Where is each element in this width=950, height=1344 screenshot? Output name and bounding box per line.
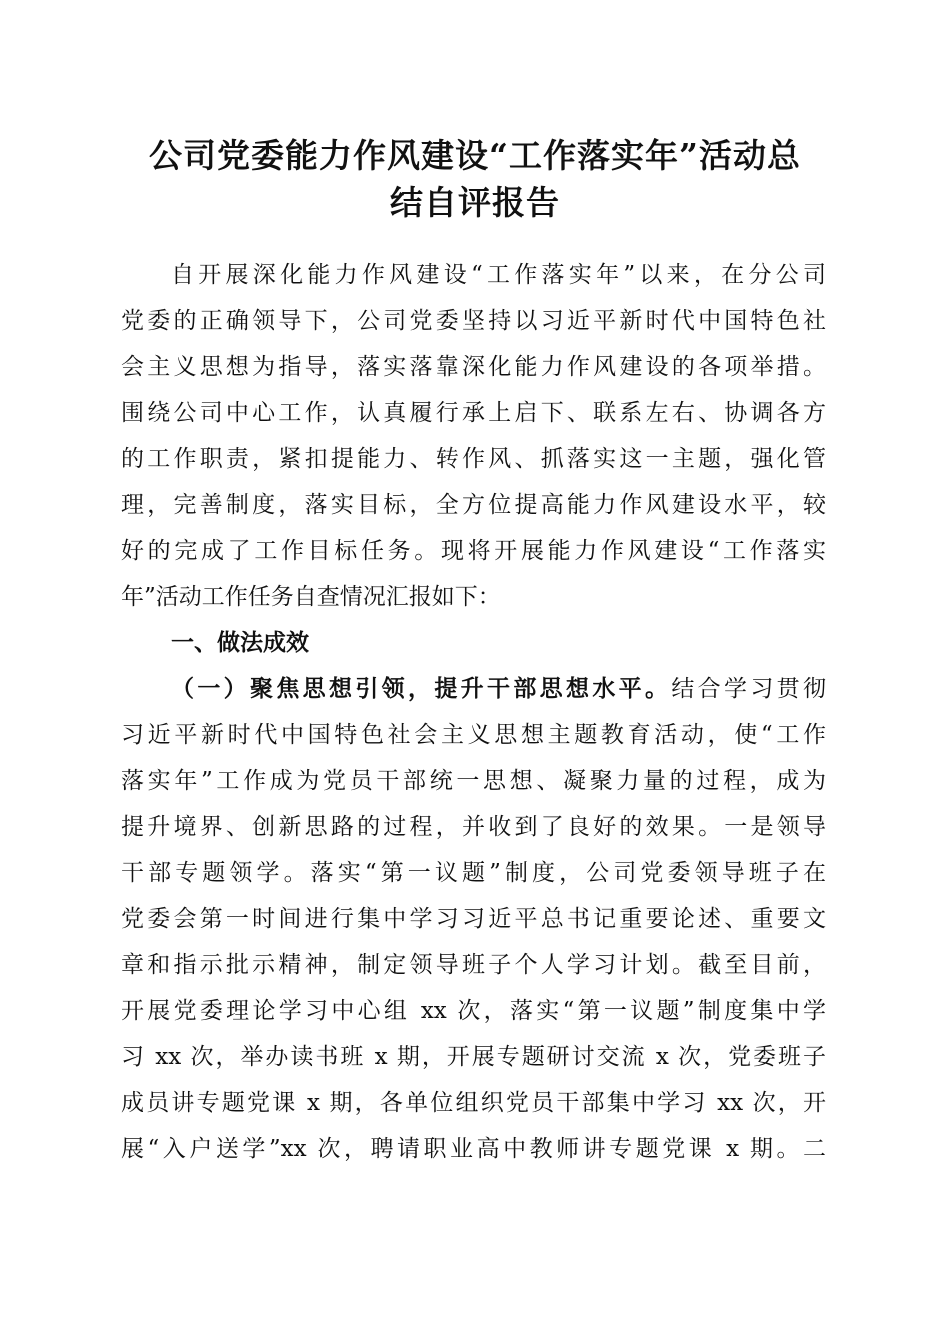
subsection-line-1 [121, 666, 826, 712]
subsection-line-3: 落实年”工作成为党员干部统一思想、凝聚力量的过程，成为 [121, 768, 826, 794]
subsection-first-line-rest: 结合学习贯彻 [671, 676, 827, 702]
intro-line-7: 好的完成了工作目标任务。现将开展能力作风建设“工作落实 [121, 538, 826, 564]
subsection-line-9: 习 xx 次，举办读书班 x 期，开展专题研讨交流 x 次，党委班子 [121, 1044, 826, 1070]
intro-line-6: 理，完善制度，落实目标，全方位提高能力作风建设水平，较 [121, 492, 826, 518]
subsection-line-2: 习近平新时代中国特色社会主义思想主题教育活动，使“工作 [121, 722, 826, 748]
subsection-line-11: 展“入户送学”xx 次，聘请职业高中教师讲专题党课 x 期。二 [121, 1136, 826, 1162]
intro-line-5: 的工作职责，紧扣提能力、转作风、抓落实这一主题，强化管 [121, 446, 826, 472]
document-body [121, 252, 826, 1172]
intro-line-4: 围绕公司中心工作，认真履行承上启下、联系左右、协调各方 [121, 400, 826, 426]
intro-line-1: 自开展深化能力作风建设“工作落实年”以来，在分公司 [171, 262, 826, 288]
subsection-line-6: 党委会第一时间进行集中学习习近平总书记重要论述、重要文 [121, 906, 826, 932]
document-title [100, 132, 850, 226]
intro-line-2: 党委的正确领导下，公司党委坚持以习近平新时代中国特色社 [121, 308, 826, 334]
title-line-2: 结自评报告 [390, 183, 560, 222]
intro-line-8: 年”活动工作任务自查情况汇报如下： [121, 584, 501, 610]
subsection-line-4: 提升境界、创新思路的过程，并收到了良好的效果。一是领导 [121, 814, 826, 840]
subsection-line-10: 成员讲专题党课 x 期，各单位组织党员干部集中学习 xx 次，开 [121, 1090, 826, 1116]
title-line-1: 公司党委能力作风建设“工作落实年”活动总 [149, 136, 801, 175]
subsection-bold-lead: （一）聚焦思想引领，提升干部思想水平。 [171, 675, 672, 702]
section-heading: 一、做法成效 [171, 630, 309, 656]
subsection-line-5: 干部专题领学。落实“第一议题”制度，公司党委领导班子在 [121, 860, 826, 886]
subsection-line-7: 章和指示批示精神，制定领导班子个人学习计划。截至目前， [121, 952, 826, 978]
subsection-line-8: 开展党委理论学习中心组 xx 次，落实“第一议题”制度集中学 [121, 998, 826, 1024]
intro-line-3: 会主义思想为指导，落实落靠深化能力作风建设的各项举措。 [121, 354, 826, 380]
